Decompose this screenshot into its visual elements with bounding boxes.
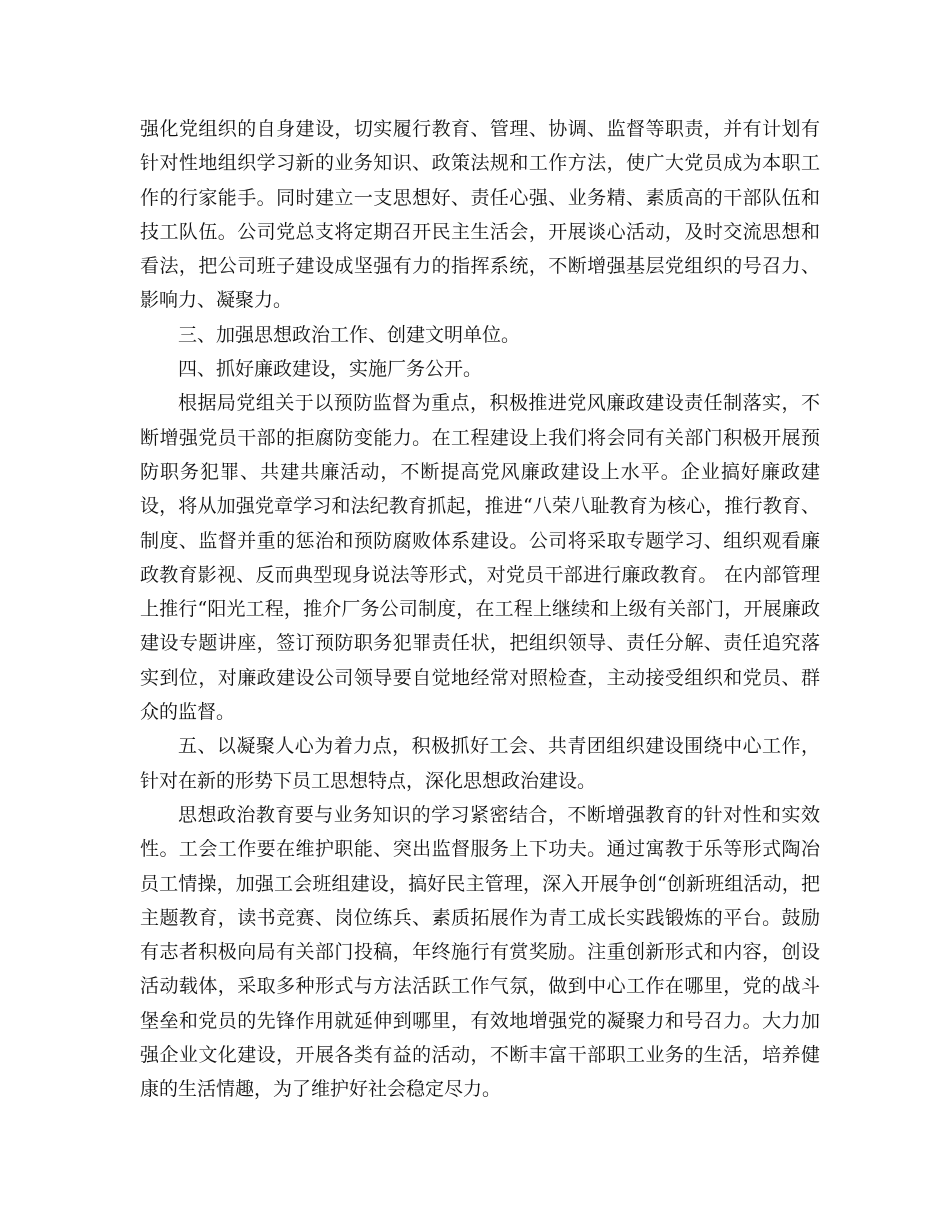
- body-paragraph: 思想政治教育要与业务知识的学习紧密结合，不断增强教育的针对性和实效性。工会工作要在维护职能、突出监督服务上下功夫。通过寓教于乐等形式陶冶员工情操，加强工会班组建设，搞好民主管理，深入开展争创“创新班组活动，把主题教育，读书竞赛、岗位练兵、素质拓展作为青工成长实践锻炼的平台。鼓励有志者积极向局有关部门投稿，年终施行有赏奖励。注重创新形式和内容，创设活动载体，采取多种形式与方法活跃工作气氛，做到中心工作在哪里，党的战斗堡垒和党员的先锋作用就延伸到哪里，有效地增强党的凝聚力和号召力。大力加强企业文化建设，开展各类有益的活动，不断丰富干部职工业务的生活，培养健康的生活情趣，为了维护好社会稳定尽力。: [140, 803, 820, 1101]
- body-paragraph: 强化党组织的自身建设，切实履行教育、管理、协调、监督等职责，并有计划有针对性地组织学习新的业务知识、政策法规和工作方法，使广大党员成为本职工作的行家能手。同时建立一支思想好、责任心强、业务精、素质高的干部队伍和技工队伍。公司党总支将定期召开民主生活会，开展谈心活动，及时交流思想和看法，把公司班子建设成坚强有力的指挥系统，不断增强基层党组织的号召力、影响力、凝聚力。: [140, 118, 820, 312]
- section-heading-four: 四、抓好廉政建设，实施厂务公开。: [178, 358, 483, 381]
- document-page: [140, 112, 820, 1107]
- section-heading-five: 五、以凝聚人心为着力点，积极抓好工会、共青团组织建设围绕中心工作，针对在新的形势下员工思想特点，深化思想政治建设。: [140, 735, 820, 792]
- body-paragraph: 根据局党组关于以预防监督为重点，积极推进党风廉政建设责任制落实，不断增强党员干部的拒腐防变能力。在工程建设上我们将会同有关部门积极开展预防职务犯罪、共建共廉活动，不断提高党风廉政建设上水平。企业搞好廉政建设，将从加强党章学习和法纪教育抓起，推进“八荣八耻教育为核心，推行教育、制度、监督并重的惩治和预防腐败体系建设。公司将采取专题学习、组织观看廉政教育影视、反而典型现身说法等形式，对党员干部进行廉政教育。 在内部管理上推行“阳光工程，推介厂务公司制度，在工程上继续和上级有关部门，开展廉政建设专题讲座，签订预防职务犯罪责任状，把组织领导、责任分解、责任追究落实到位，对廉政建设公司领导要自觉地经常对照检查，主动接受组织和党员、群众的监督。: [140, 392, 820, 724]
- section-heading-three: 三、加强思想政治工作、创建文明单位。: [178, 323, 521, 346]
